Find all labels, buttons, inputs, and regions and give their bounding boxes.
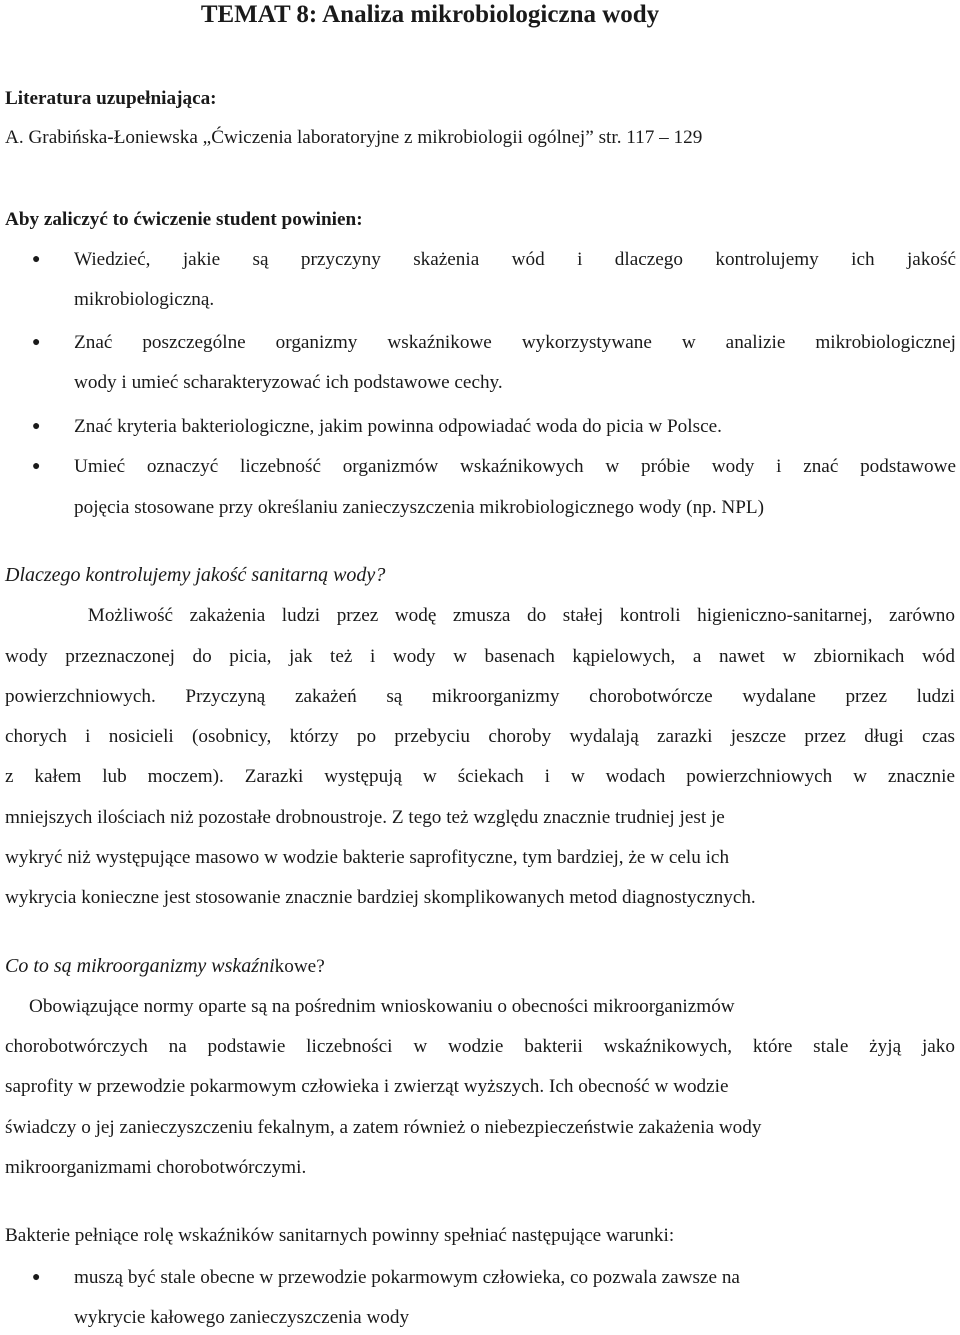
- requirement-line: Umieć oznaczyć liczebność organizmów wskaźnikowych w próbie wody i znać podstawowe: [74, 456, 956, 477]
- bullet-icon: ●: [32, 1270, 41, 1285]
- paragraph-line: wykryć niż występujące masowo w wodzie bakterie saprofityczne, tym bardziej, że w celu ich: [5, 847, 730, 868]
- bullet-icon: ●: [32, 459, 41, 474]
- paragraph-line: wody przeznaczonej do picia, jak też i wody w basenach kąpielowych, a nawet w zbiornikach wód: [5, 646, 955, 667]
- condition-line: muszą być stale obecne w przewodzie pokarmowym człowieka, co pozwala zawsze na: [74, 1267, 740, 1288]
- condition-line: wykrycie kałowego zanieczyszczenia wody: [74, 1307, 410, 1328]
- paragraph-line: Obowiązujące normy oparte są na pośrednim wnioskowaniu o obecności mikroorganizmów: [5, 996, 735, 1017]
- conditions-intro: Bakterie pełniące rolę wskaźników sanitarnych powinny spełniać następujące warunki:: [5, 1225, 675, 1246]
- requirement-line: pojęcia stosowane przy określaniu zanieczyszczenia mikrobiologicznego wody (np. NPL): [74, 497, 764, 518]
- literature-reference: A. Grabińska-Łoniewska „Ćwiczenia laboratoryjne z mikrobiologii ogólnej” str. 117 – 129: [5, 127, 703, 148]
- bullet-icon: ●: [32, 252, 41, 267]
- requirements-heading: Aby zaliczyć to ćwiczenie student powinien:: [5, 209, 363, 230]
- paragraph-line: świadczy o jej zanieczyszczeniu fekalnym, a zatem również o niebezpieczeństwie zakażenia wody: [5, 1117, 762, 1138]
- requirement-line: wody i umieć scharakteryzować ich podstawowe cechy.: [74, 372, 503, 393]
- paragraph-line: mniejszych ilościach niż pozostałe drobnoustroje. Z tego też względu znacznie trudniej jest je: [5, 807, 725, 828]
- paragraph-line: wykrycia konieczne jest stosowanie znacznie bardziej skomplikowanych metod diagnostycznych.: [5, 887, 756, 908]
- paragraph-line: z kałem lub moczem). Zarazki występują w ściekach i w wodach powierzchniowych w znacznie: [5, 766, 955, 787]
- requirement-line: Znać kryteria bakteriologiczne, jakim powinna odpowiadać woda do picia w Polsce.: [74, 416, 722, 437]
- requirement-line: Wiedzieć, jakie są przyczyny skażenia wód i dlaczego kontrolujemy ich jakość: [74, 249, 956, 270]
- section-heading-plain-part: kowe?: [274, 956, 325, 977]
- literature-heading: Literatura uzupełniająca:: [5, 88, 217, 109]
- section-heading-sanitary-quality: Dlaczego kontrolujemy jakość sanitarną wody?: [5, 564, 386, 586]
- paragraph-line: chorych i nosicieli (osobnicy, którzy po przebyciu choroby wydalają zarazki jeszcze przez długi czas: [5, 726, 955, 747]
- paragraph-line: chorobotwórczych na podstawie liczebności w wodzie bakterii wskaźnikowych, które stale żyją jako: [5, 1036, 955, 1057]
- bullet-icon: ●: [32, 419, 41, 434]
- requirement-line: mikrobiologiczną.: [74, 289, 215, 310]
- paragraph-line: saprofity w przewodzie pokarmowym człowieka i zwierząt wyższych. Ich obecność w wodzie: [5, 1076, 729, 1097]
- requirement-line: Znać poszczególne organizmy wskaźnikowe wykorzystywane w analizie mikrobiologicznej: [74, 332, 956, 353]
- paragraph-line: powierzchniowych. Przyczyną zakażeń są mikroorganizmy chorobotwórcze wydalane przez ludzi: [5, 686, 955, 707]
- bullet-icon: ●: [32, 335, 41, 350]
- paragraph-line: mikroorganizmami chorobotwórczymi.: [5, 1157, 307, 1178]
- section-heading-italic-part: Co to są mikroorganizmy wskaźni: [5, 955, 275, 977]
- paragraph-line: Możliwość zakażenia ludzi przez wodę zmusza do stałej kontroli higieniczno-sanitarnej, zarówno: [5, 605, 955, 626]
- page-title: TEMAT 8: Analiza mikrobiologiczna wody: [200, 1, 660, 28]
- section-heading-indicator-organisms: [5, 954, 325, 979]
